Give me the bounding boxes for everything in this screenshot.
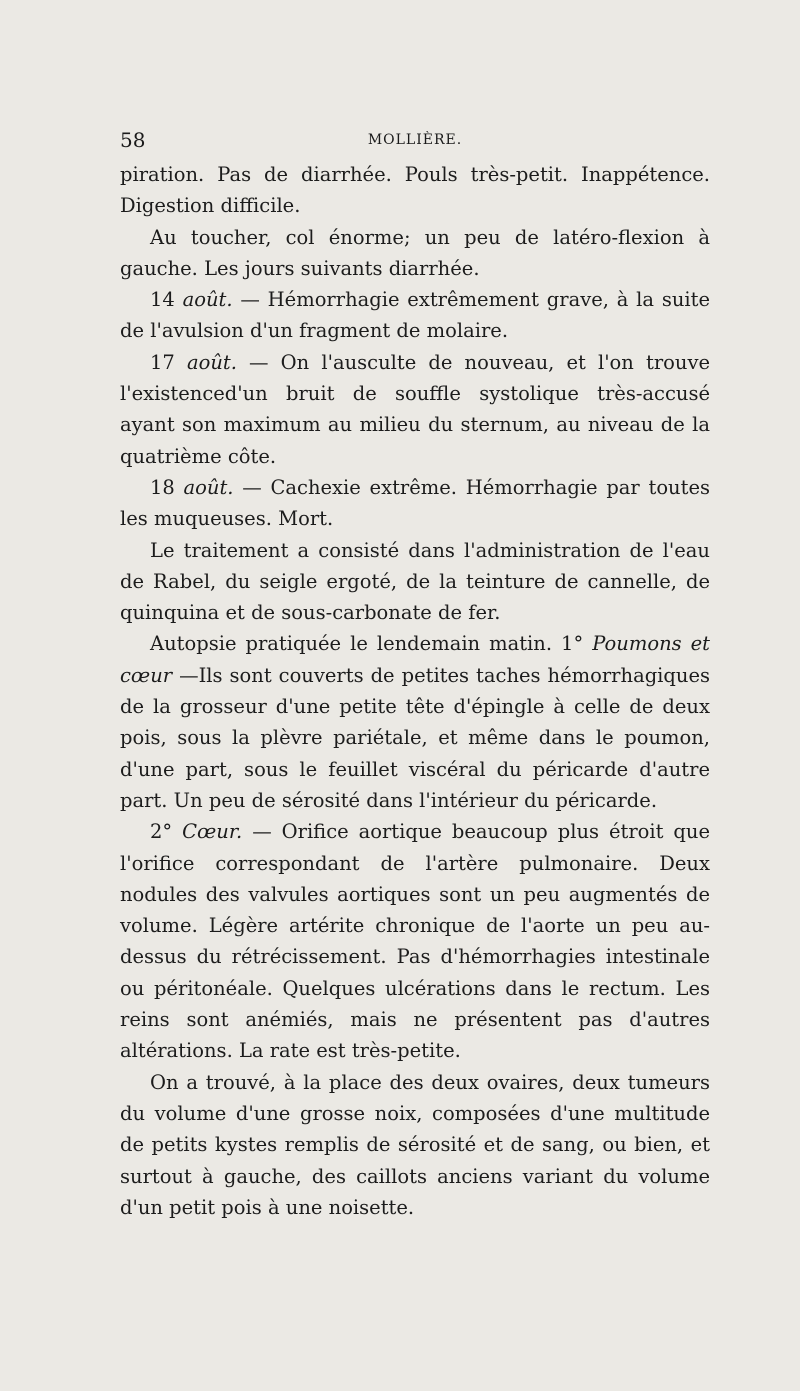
text-run: — Orifice aortique beaucoup plus étroit que l'orifice correspondant de l'artère pulmonaire. Deux nodules des valvules aortiques sont un peu augmentés de volume. Légère artérite chronique de l'aorte un peu au-dessus du rétrécissement. Pas d'hémorrhagies intestinale ou péritonéale. Quelques ulcérations dans le rectum. Les reins sont anémiés, mais ne présentent pas d'autres altérations. La rate est très-petite. <box>120 820 711 1063</box>
body-text <box>120 159 710 1223</box>
text-run: 17 <box>150 350 187 374</box>
paragraph <box>120 347 710 472</box>
text-run: 2° <box>150 820 183 844</box>
text-run: — On l'ausculte de nouveau, et l'on trouve l'existenced'un bruit de souffle systolique très-accusé ayant son maximum au milieu du sternum, au niveau de la quatrième côte. <box>120 350 711 468</box>
text-run: 18 <box>150 475 184 499</box>
paragraph <box>120 816 710 1066</box>
paragraph <box>120 284 710 347</box>
paragraph <box>120 472 710 535</box>
page-header <box>120 128 710 156</box>
paragraph <box>120 159 710 222</box>
italic-run: août. <box>186 350 237 374</box>
running-head: MOLLIÈRE. <box>367 132 463 148</box>
paragraph <box>120 222 710 285</box>
italic-run: Cœur. <box>182 820 243 844</box>
text-run: Le traitement a consisté dans l'administration de l'eau de Rabel, du seigle ergoté, de la teinture de cannelle, de quinquina et de sous-carbonate de fer. <box>120 538 710 625</box>
text-run: —Ils sont couverts de petites taches hémorrhagiques de la grosseur d'une petite tête d'épingle à celle de deux pois, sous la plèvre pariétale, et même dans le poumon, d'une part, sous le feuillet viscéral du péricarde d'autre part. Un peu de sérosité dans l'intérieur du péricarde. <box>120 663 710 812</box>
text-run: 14 <box>150 288 183 312</box>
paragraph <box>120 535 710 629</box>
text-run: — Hémorrhagie extrêmement grave, à la suite de l'avulsion d'un fragment de molaire. <box>120 288 711 343</box>
italic-run: août. <box>183 475 234 499</box>
italic-run: Poumons et cœur <box>120 632 710 687</box>
text-run: On a trouvé, à la place des deux ovaires, deux tumeurs du volume d'une grosse noix, composées d'une multitude de petits kystes remplis de sérosité et de sang, ou bien, et surtout à gauche, des caillots anciens variant du volume d'un petit pois à une noisette. <box>120 1070 710 1219</box>
italic-run: août. <box>182 288 233 312</box>
paragraph <box>120 628 710 816</box>
paragraph <box>120 1067 710 1223</box>
page-number: 58 <box>120 128 146 152</box>
text-run: Autopsie pratiquée le lendemain matin. 1° <box>150 632 593 656</box>
text-run: piration. Pas de diarrhée. Pouls très-petit. Inappétence. Digestion difficile. <box>120 163 710 218</box>
text-run: — Cachexie extrême. Hémorrhagie par toutes les muqueuses. Mort. <box>120 475 710 531</box>
text-run: Au toucher, col énorme; un peu de latéro-flexion à gauche. Les jours suivants diarrhée. <box>120 225 710 280</box>
